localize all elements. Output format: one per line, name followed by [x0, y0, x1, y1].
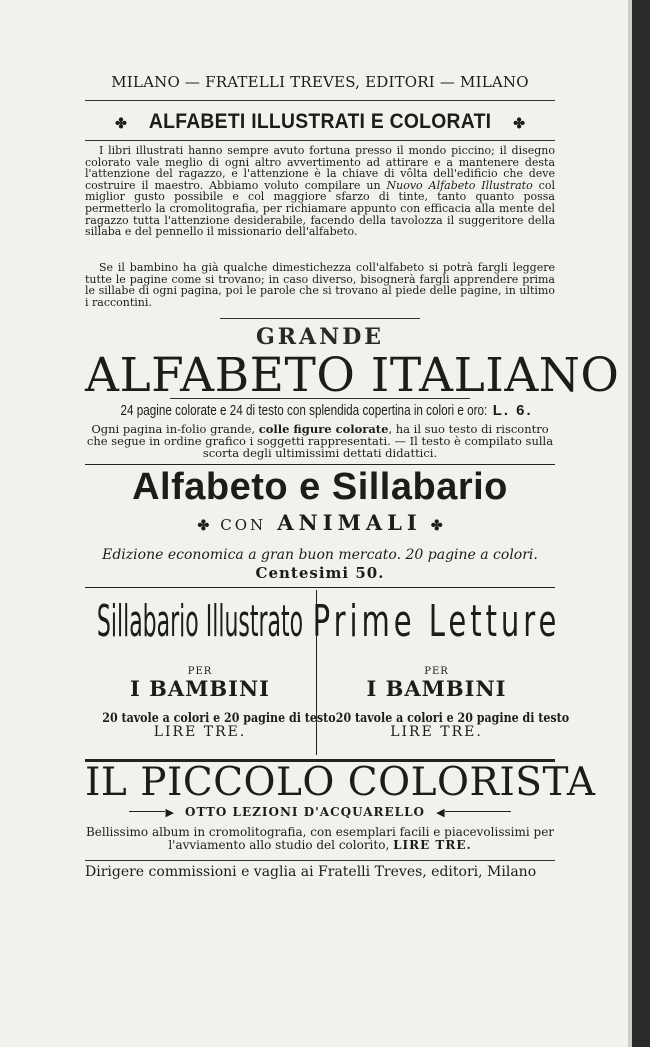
animali-ornament-right-icon: ✤: [430, 518, 443, 534]
left-per: PER: [187, 666, 213, 677]
sillabario-rule: [85, 587, 555, 588]
left-column: [85, 590, 336, 740]
colorista-description: [85, 826, 555, 852]
alfabeti-rule: [85, 140, 555, 141]
alfabeti-title-line: [85, 110, 555, 134]
grande-title-rule: [170, 398, 470, 399]
alfabeti-paragraph-2: Se il bambino ha già qualche dimestichezza coll'alfabeto si potrà fargli leggere tutte le pagine come si trovano; in caso diverso, bisognerà fargli apprendere prima le sillabe di ogni pagina, poi le parole che si trovano al piede delle pagine, in ultimo i raccontini.: [85, 261, 555, 309]
colorista-rule: [85, 860, 555, 861]
grande-subtitle-line: [85, 400, 555, 419]
right-audience: I BAMBINI: [366, 676, 507, 701]
sillabario-con: CON: [220, 516, 267, 534]
sillabario-title: Alfabeto e Sillabario: [132, 466, 508, 508]
animali-ornament-left-icon: ✤: [197, 518, 210, 534]
colorista-arrow-right-icon: ◀: [436, 806, 445, 819]
footer-line: Dirigere commissioni e vaglia ai Fratelli Treves, editori, Milano: [85, 864, 537, 880]
grande-desc-bold: colle figure colorate: [258, 422, 389, 436]
sillabario-animali: ANIMALI: [277, 510, 422, 535]
left-desc: 20 tavole a colori e 20 pagine di testo: [102, 711, 336, 726]
colorista-subtitle: OTTO LEZIONI D'ACQUARELLO: [185, 805, 425, 819]
sillabario-edition: Edizione economica a gran buon mercato. 20 pagine a colori.: [102, 547, 538, 563]
sillabario-price: Centesimi 50.: [255, 564, 385, 582]
page-edge: [632, 0, 650, 1047]
grande-desc-start: Ogni pagina in-folio grande,: [91, 422, 259, 436]
colorista-title: IL PICCOLO COLORISTA: [85, 760, 596, 805]
alfabeti-paragraph-1: [85, 145, 555, 238]
right-title: Prime Letture: [312, 596, 561, 647]
right-price: LIRE TRE.: [390, 724, 483, 740]
colorista-arrow-left-icon: ▶: [165, 806, 174, 819]
left-price: LIRE TRE.: [153, 724, 247, 740]
ornament-left-icon: ✤: [115, 116, 127, 132]
ornament-right-icon: ✤: [513, 116, 525, 132]
grande-subtitle: 24 pagine colorate e 24 di testo con splendida copertina in colori e oro:: [120, 402, 488, 419]
short-divider: [220, 318, 420, 319]
grande-desc-end: , ha il suo testo di riscontro che segue in ordine grafico i soggetti rappresentati. — Il testo è compilato sulla scorta degli ultimissimi dettati didattici.: [86, 422, 554, 460]
left-title: Sillabario Illustrato: [96, 596, 304, 647]
right-desc: 20 tavole a colori e 20 pagine di testo: [335, 711, 570, 726]
colorista-desc-start: Bellissimo album in cromolitografia, con esemplari facili e piacevolissimi per l'avviamento allo studio del colorito,: [85, 825, 555, 852]
header-rule: [85, 100, 555, 101]
colorista-subtitle-line: [85, 801, 555, 820]
right-per: PER: [424, 666, 449, 677]
grande-description: [85, 423, 555, 459]
sillabario-animali-line: [85, 510, 555, 535]
grande-price: L. 6.: [492, 402, 533, 419]
colorista-rule-left: [129, 811, 165, 812]
grande-label: GRANDE: [255, 324, 385, 350]
publisher-header: MILANO — FRATELLI TREVES, EDITORI — MILANO: [111, 73, 529, 91]
alfabeti-p1-end: col miglior gusto possibile e col maggiore sfarzo di tinte, tanto quanto possa permetterlo la cromolitografia, per richiamare appunto con efficacia alla mente del ragazzo tutta l'attenzione desiderabile, facendo della tavolozza il suggeritore della sillaba e del pennello il missionario dell'alfabeto.: [85, 178, 555, 239]
grande-title: ALFABETO ITALIANO: [85, 348, 620, 403]
left-audience: I BAMBINI: [129, 676, 270, 701]
right-column: [312, 590, 570, 740]
colorista-rule-right: [445, 811, 511, 812]
colorista-desc-bold: LIRE TRE.: [393, 838, 472, 852]
alfabeti-p1-italic: Nuovo Alfabeto Illustrato: [386, 178, 533, 192]
grande-rule: [85, 464, 555, 465]
alfabeti-title: ALFABETI ILLUSTRATI E COLORATI: [148, 110, 492, 133]
alfabeti-p1-start: I libri illustrati hanno sempre avuto fortuna presso il mondo piccino; il disegno colorato vale meglio di ogni altro avvertimento ad attirare e a mantenere desta l'attenzione del ragazzo, e l'attenzione è la chiave di vôlta dell'edificio che deve costruire il maestro. Abbiamo voluto compilare un: [85, 144, 555, 192]
